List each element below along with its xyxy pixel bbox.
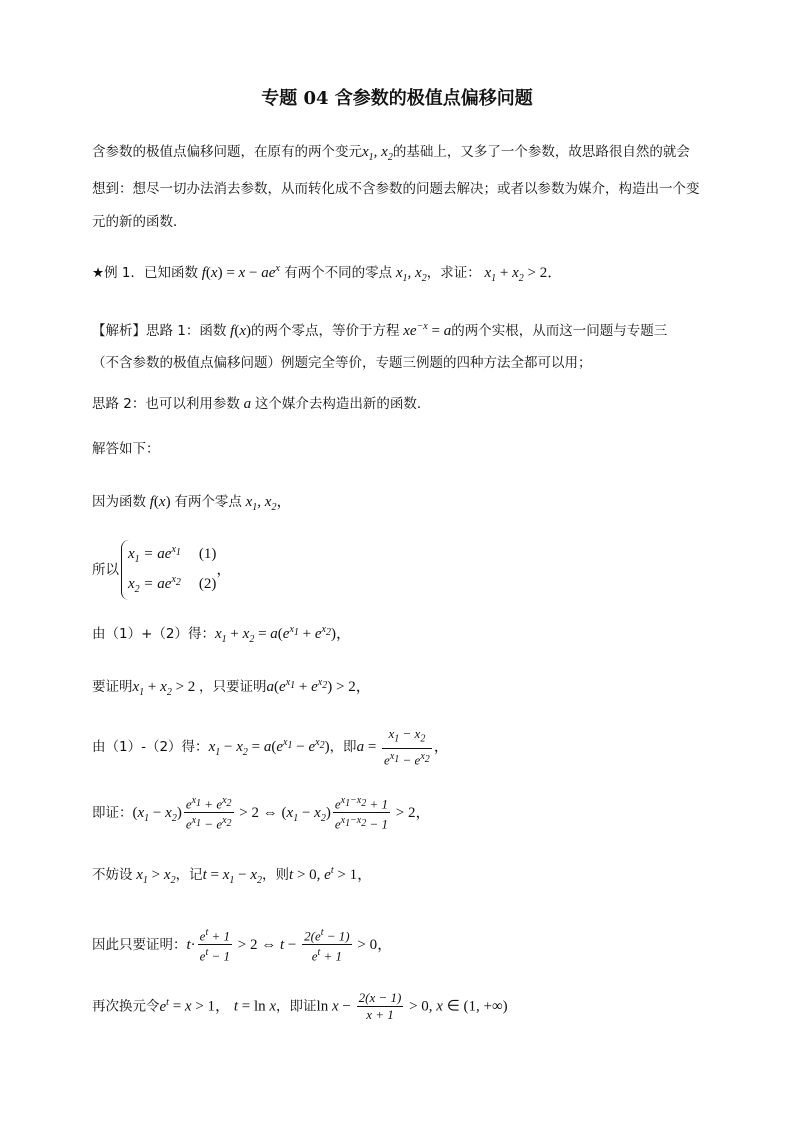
step-text: 因此只要证明： bbox=[92, 936, 187, 953]
analysis-line-1: 【解析】思路 1：函数 f(x)的两个零点，等价于方程 $xe^{-x} = a$的两个实根，从而这一问题与专题三 bbox=[92, 321, 668, 339]
analysis-text: 思路 1：函数 bbox=[146, 323, 227, 339]
page-title: 专题 04 含参数的极值点偏移问题 bbox=[261, 88, 533, 109]
equation-tag: (2) bbox=[198, 576, 217, 592]
math-zeros: $x_1$, $x_2$ bbox=[392, 265, 427, 284]
fraction: $\frac{x_1 - x_2}{e^{x_1} - e^{x_2}}$ bbox=[384, 726, 430, 767]
analysis-label: 【解析】 bbox=[92, 323, 146, 339]
step-8: 因此只要证明：t· $\frac{e^t + 1}{e^t - 1}$ > 2 ⇔ t − $\frac{2(e^t - 1)}{e^t + 1}$ > 0， bbox=[92, 927, 393, 964]
fraction: $\frac{e^{x_1} + e^{x_2}}{e^{x_1} - e^{x_2}}$ bbox=[185, 795, 232, 832]
step-text: 即证： bbox=[92, 804, 133, 821]
step-text: 由（1）+（2）得： bbox=[92, 626, 215, 642]
math-equivalence: ( bbox=[132, 804, 138, 821]
step-text: ，记 bbox=[175, 867, 203, 883]
intro-line-2: 想到：想尽一切办法消去参数，从而转化成不含参数的问题去解决；或者以参数为媒介，构造出一个变 bbox=[92, 181, 700, 197]
math-t-def: t bbox=[202, 867, 207, 883]
step-3: 由（1）+（2）得：$x_1 + x_2 = a(e^{x_1} + e^{x_2})$， bbox=[92, 624, 351, 645]
fraction: $\frac{2(e^t - 1)}{e^t + 1}$ bbox=[304, 927, 350, 964]
math-final: ln bbox=[316, 998, 332, 1015]
step-9: 再次换元令$e^t = x > 1$， t = ln x，即证ln x − $\frac{2(x - 1)}{x + 1}$ > 0, x ∈ (1, +∞) bbox=[92, 990, 508, 1022]
math-a-expr: a bbox=[356, 738, 365, 755]
analysis-line-3 bbox=[92, 393, 724, 415]
fraction: $\frac{e^{x_1-x_2} + 1}{e^{x_1-x_2} - 1}$ bbox=[334, 795, 389, 832]
step-4: 要证明$x_1 + x_2 > 2$ ，只要证明$a(e^{x_1} + e^{x_2}) > 2$， bbox=[92, 677, 371, 698]
equation-system: $x_1 = ae^{x_1}$ (1) $x_2 = ae^{x_2}$ (2) bbox=[121, 540, 216, 600]
math-claim: $x_1$ bbox=[480, 265, 497, 284]
math-fx: f bbox=[226, 323, 235, 339]
intro-line-3: 元的新的函数． bbox=[92, 214, 187, 230]
math-sum: $x_1$ bbox=[215, 626, 227, 645]
step-text: 再次换元令 bbox=[92, 998, 160, 1015]
step-7: 不妨设 $x_1 > x_2$，记$t = x_1 - x_2$，则t > 0, $e^t > 1$， bbox=[92, 865, 373, 886]
math-x1x2: $x_1$, $x_2$ bbox=[362, 144, 393, 163]
analysis-text: 思路 2：也可以利用参数 bbox=[92, 396, 240, 412]
math-assume: $x_1$ bbox=[132, 867, 148, 886]
example-text: ，求证： bbox=[426, 265, 481, 281]
example-text: 有两个不同的零点 bbox=[284, 265, 393, 281]
step-text: 由（1）-（2）得： bbox=[92, 738, 209, 755]
math-equation: $xe^{-x}$ bbox=[399, 321, 428, 339]
analysis-text: 的两个零点，等价于方程 bbox=[250, 323, 400, 339]
step-text: 不妨设 bbox=[92, 867, 133, 883]
math-goal-2: a bbox=[266, 679, 275, 695]
step-5: 由（1）-（2）得：$x_1 - x_2 = a(e^{x_1} - e^{x_2})$，即a = $\frac{x_1 - x_2}{e^{x_1} - e^{x_2}}$ ， bbox=[92, 726, 449, 767]
step-text: ，只要证明 bbox=[199, 679, 267, 695]
step-text: 因为函数 bbox=[92, 494, 146, 510]
math-diff: $x_1$ bbox=[208, 738, 221, 758]
analysis-text: 这个媒介去构造出新的函数． bbox=[254, 396, 431, 412]
fraction: $\frac{2(x - 1)}{x + 1}$ bbox=[358, 990, 402, 1022]
analysis-line-4: 解答如下： bbox=[92, 441, 160, 457]
math-subst: $e^t$ bbox=[159, 996, 169, 1015]
step-text: ，即 bbox=[329, 738, 357, 755]
math-x1x2: $x_1$, $x_2$ bbox=[241, 494, 277, 513]
intro-line-1 bbox=[92, 141, 724, 169]
step-1: 因为函数 f(x) 有两个零点 $x_1$, $x_2$， bbox=[92, 494, 292, 513]
example-text: ★例 1．已知函数 bbox=[92, 265, 198, 281]
step-text: ，则 bbox=[262, 867, 290, 883]
math-a: a bbox=[239, 396, 255, 412]
math-t-ineq: t bbox=[186, 936, 191, 953]
step-2: 所以 $x_1 = ae^{x_1}$ (1) $x_2 = ae^{x_2}$ (2) ， bbox=[92, 540, 724, 600]
intro-text: 含参数的极值点偏移问题，在原有的两个变元 bbox=[92, 144, 362, 160]
fraction: $\frac{e^t + 1}{e^t - 1}$ bbox=[199, 927, 231, 964]
step-text: 所以 bbox=[92, 562, 119, 578]
math-t-cond: t bbox=[289, 867, 294, 883]
math-f-def: f bbox=[197, 265, 206, 281]
example-1: ★例 1．已知函数 $f(x) = x - ae^x$ 有两个不同的零点 $x_1$, $x_2$，求证： $x_1 + x_2 > 2$． bbox=[92, 263, 563, 284]
math-goal: $x_1$ bbox=[132, 679, 145, 698]
step-text: 要证明 bbox=[92, 679, 133, 695]
analysis-line-2: （不含参数的极值点偏移问题）例题完全等价，专题三例题的四种方法全都可以用； bbox=[92, 355, 592, 371]
step-text: 有两个零点 bbox=[174, 494, 242, 510]
intro-text: 的基础上，又多了一个参数，故思路很自然的就会 bbox=[392, 144, 690, 160]
step-text: ，即证 bbox=[276, 998, 317, 1015]
analysis-text: 的两个实根，从而这一问题与专题三 bbox=[451, 323, 668, 339]
step-6: 即证：$(x_1 - x_2)$ $\frac{e^{x_1} + e^{x_2}}{e^{x_1} - e^{x_2}}$ > 2 ⇔ $(x_1 - x_2)$ $\frac{e^{x_1-x_2} + 1}{e^{x_1-x_2} - 1}$ > 2， bbox=[92, 795, 431, 832]
math-fx: f bbox=[146, 494, 154, 510]
equation-tag: (1) bbox=[198, 546, 217, 562]
